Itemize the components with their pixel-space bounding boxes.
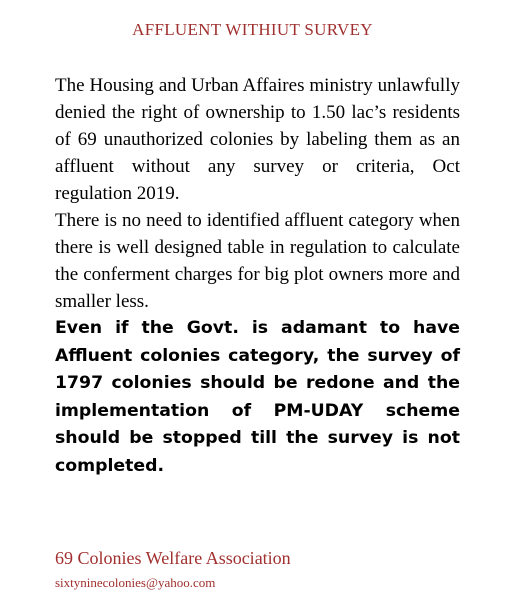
- paragraph-survey-demand: Even if the Govt. is adamant to have Affluent colonies category, the survey of 1797 colonies should be redone and the implementation of PM-UDAY scheme should be stopped till the survey is not completed.: [55, 318, 460, 476]
- footer-email: sixtyninecolonies@yahoo.com: [55, 575, 216, 590]
- document-title: AFFLUENT WITHIUT SURVEY: [132, 20, 373, 39]
- paragraph-ministry-denial: The Housing and Urban Affaires ministry unlawfully denied the right of ownership to 1.50 lac’s residents of 69 unauthorized colonies by labeling them as an affluent without any survey or criteria, Oct regulation 2019.: [55, 75, 460, 204]
- document-body: [55, 72, 460, 480]
- paragraph-affluent-category: There is no need to identified affluent category when there is well designed table in regulation to calculate the conferment charges for big plot owners more and smaller less.: [55, 210, 460, 312]
- footer-organization: 69 Colonies Welfare Association: [55, 548, 291, 568]
